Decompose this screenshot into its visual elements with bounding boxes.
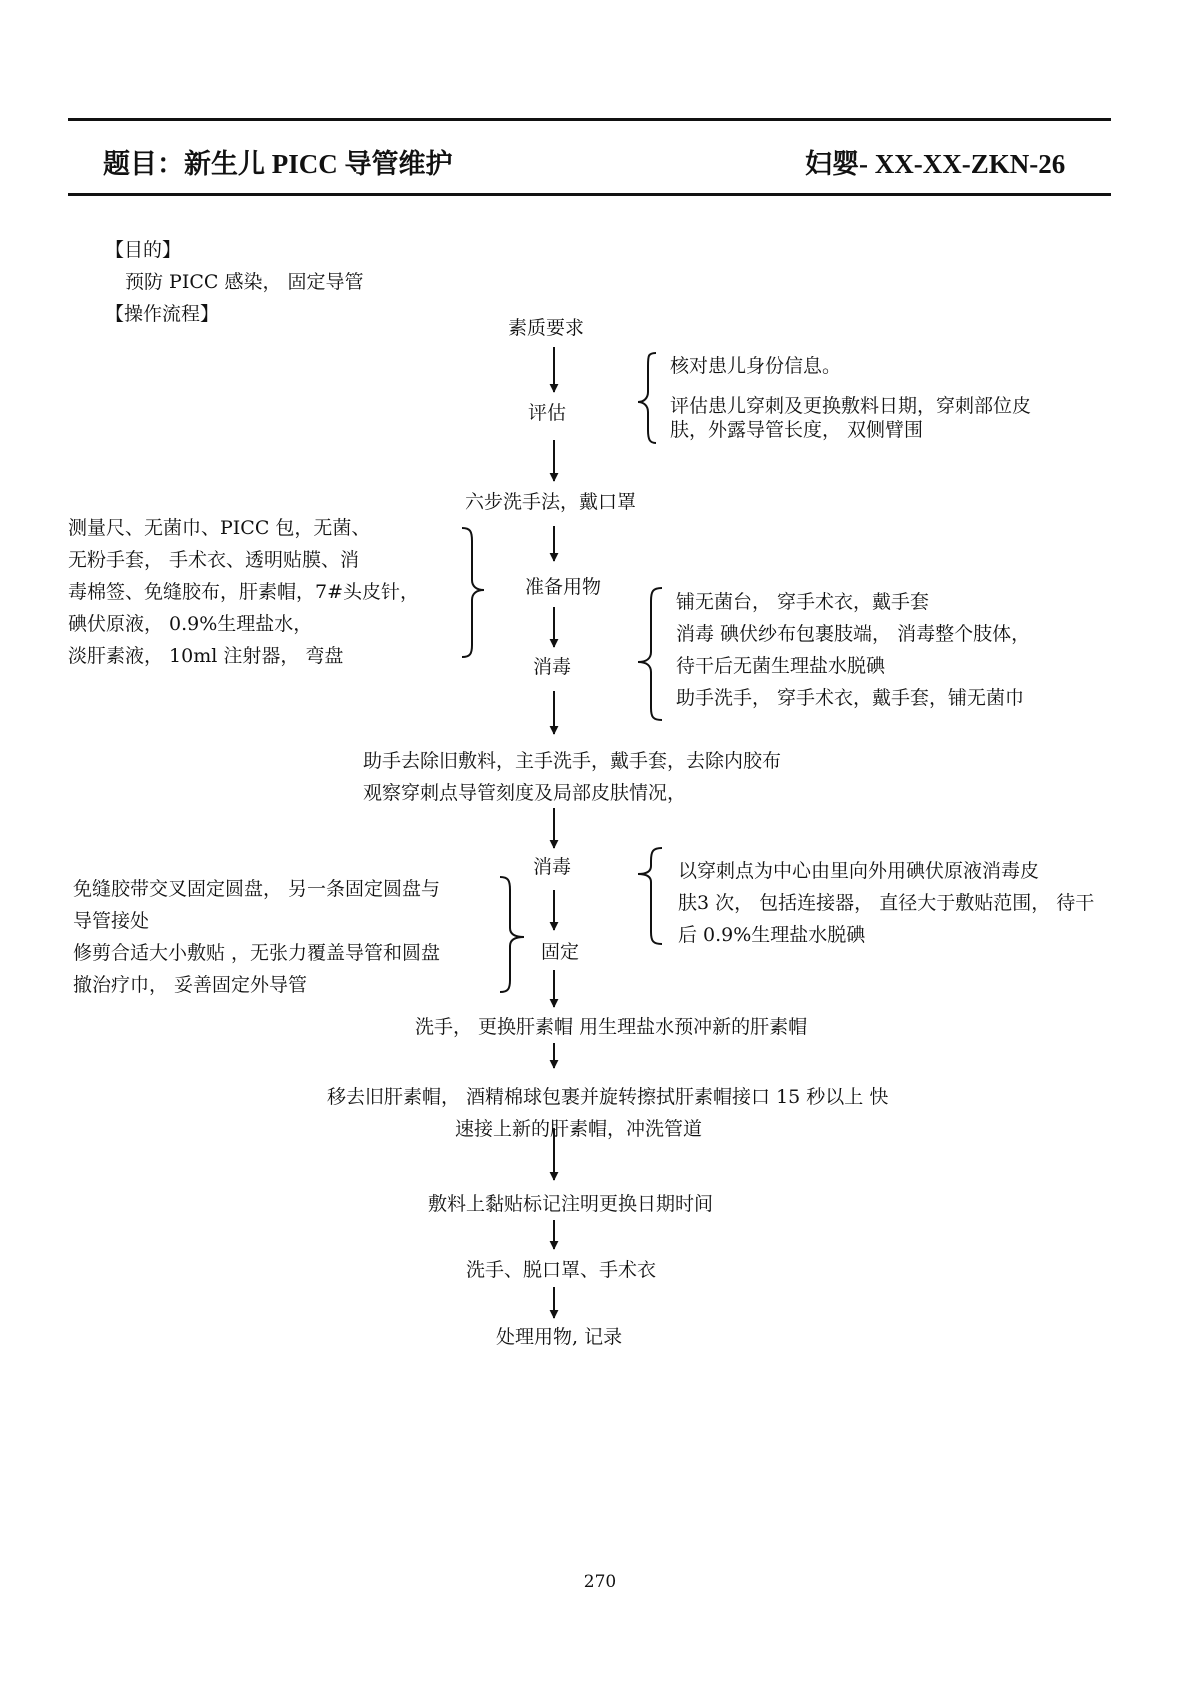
note-supplies-line4: 碘伏原液， 0.9%生理盐水， [68,613,313,635]
step-disinfect-2: 消毒 [533,856,572,878]
note-supplies-line3: 毒棉签、免缝胶布，肝素帽，7#头皮针， [68,581,420,603]
note-disinfect-1-line4: 助手洗手， 穿手术衣，戴手套，铺无菌巾 [676,687,1025,709]
brace-fixation [500,877,524,992]
step-remove-old-cap-line2: 速接上新的肝素帽，冲洗管道 [455,1118,703,1140]
note-fixation-line2: 导管接处 [73,910,150,932]
step-prepare-supplies: 准备用物 [525,576,602,598]
step-quality-requirements: 素质要求 [508,317,585,339]
brace-disinfect-2 [638,848,662,944]
step-fixation: 固定 [541,941,580,963]
note-fixation-line1: 免缝胶带交叉固定圆盘， 另一条固定圆盘与 [73,878,441,900]
note-disinfect-1-line2: 消毒 碘伏纱布包裹肢端， 消毒整个肢体， [676,623,1031,645]
step-assessment: 评估 [528,402,567,424]
step-remove-mask-gown: 洗手、脱口罩、手术衣 [466,1259,657,1281]
brace-supplies [462,528,484,657]
process-heading: 【操作流程】 [105,303,220,325]
purpose-heading: 【目的】 [105,239,182,261]
page-title: 题目：新生儿 PICC 导管维护 [103,149,453,179]
note-disinfect-1-line1: 铺无菌台， 穿手术衣，戴手套 [676,591,930,613]
page-number: 270 [583,1572,617,1592]
brace-assessment [638,353,656,443]
note-supplies-line2: 无粉手套， 手术衣、透明贴膜、消 [68,549,360,571]
note-disinfect-2-line1: 以穿刺点为中心由里向外用碘伏原液消毒皮 [678,860,1040,882]
step-label-dressing: 敷料上黏贴标记注明更换日期时间 [428,1193,714,1215]
step-dispose-record: 处理用物, 记录 [496,1326,623,1348]
note-disinfect-2-line2: 肤3 次， 包括连接器， 直径大于敷贴范围， 待干 [678,892,1095,914]
step-remove-dressing-line1: 助手去除旧敷料，主手洗手，戴手套，去除内胶布 [363,750,782,772]
note-fixation-line4: 撤治疗巾， 妥善固定外导管 [73,974,308,996]
step-disinfect-1: 消毒 [533,656,572,678]
purpose-text: 预防 PICC 感染， 固定导管 [125,271,364,293]
note-supplies-line5: 淡肝素液， 10ml 注射器， 弯盘 [68,645,344,667]
step-change-heparin-cap: 洗手， 更换肝素帽 用生理盐水预冲新的肝素帽 [415,1016,808,1038]
step-remove-old-cap-line1: 移去旧肝素帽， 酒精棉球包裹并旋转擦拭肝素帽接口 15 秒以上 快 [327,1086,889,1108]
note-assessment-line3: 肤，外露导管长度， 双侧臂围 [670,419,924,441]
brace-disinfect-1 [638,588,662,720]
note-fixation-line3: 修剪合适大小敷贴 ，无张力覆盖导管和圆盘 [73,942,441,964]
note-disinfect-1-line3: 待干后无菌生理盐水脱碘 [676,655,886,677]
step-hand-washing: 六步洗手法，戴口罩 [465,491,637,513]
note-assessment-line1: 核对患儿身份信息。 [670,355,842,377]
step-remove-dressing-line2: 观察穿刺点导管刻度及局部皮肤情况， [363,782,687,804]
document-code: 妇婴- XX-XX-ZKN-26 [805,149,1066,179]
note-assessment-line2: 评估患儿穿刺及更换敷料日期，穿刺部位皮 [670,395,1032,417]
note-disinfect-2-line3: 后 0.9%生理盐水脱碘 [678,924,866,946]
note-supplies-line1: 测量尺、无菌巾、PICC 包，无菌、 [68,517,371,539]
